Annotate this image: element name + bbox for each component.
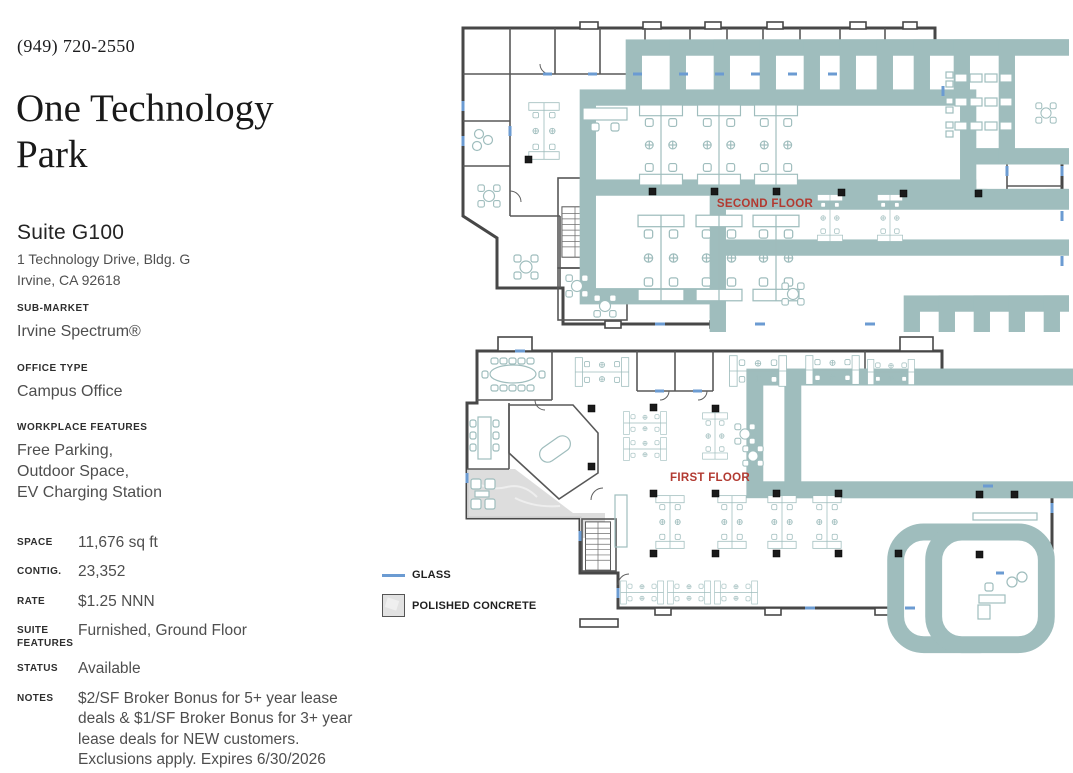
attribute-submarket: [17, 303, 347, 342]
glass-swatch-icon: [382, 574, 405, 577]
second-floor-plan: [455, 6, 1069, 332]
attribute-label: OFFICE TYPE: [17, 363, 89, 374]
attribute-value: Campus Office: [17, 383, 123, 400]
legend-concrete-label: POLISHED CONCRETE: [412, 599, 537, 612]
property-address: [17, 249, 190, 291]
spec-label-rate: RATE: [17, 595, 46, 607]
spec-label-contig: CONTIG.: [17, 566, 62, 578]
attribute-label: SUB-MARKET: [17, 303, 90, 314]
phone-number: (949) 720-2550: [17, 36, 136, 56]
suite-name: Suite G100: [17, 221, 125, 244]
spec-value-notes: $2/SF Broker Bonus for 5+ year lease deals & $1/SF Broker Bonus for 3+ year lease deals for NEW customers. Exclusions apply. Expires 6/30/2026: [78, 689, 353, 769]
spec-value-suite-features: Furnished, Ground Floor: [78, 622, 247, 640]
legend-glass-label: GLASS: [412, 569, 451, 581]
spec-label-notes: NOTES: [17, 692, 54, 704]
spec-table: [17, 533, 355, 771]
attribute-value: Irvine Spectrum®: [17, 323, 141, 340]
polished-concrete-swatch-icon: [382, 594, 405, 617]
first-floor-plan: [455, 333, 1073, 671]
property-title: One Technology Park: [16, 87, 274, 177]
attribute-value: Free Parking, Outdoor Space, EV Charging Station: [17, 442, 162, 502]
stairs-bottom-left: [586, 522, 611, 570]
address-line-2: Irvine, CA 92618: [17, 272, 121, 288]
spec-value-status: Available: [78, 660, 141, 678]
spec-label-space: SPACE: [17, 537, 53, 548]
second-floor-label: SECOND FLOOR: [716, 198, 814, 210]
attribute-office-type: [17, 363, 347, 402]
spec-label-status: STATUS: [17, 663, 58, 675]
address-line-1: 1 Technology Drive, Bldg. G: [17, 251, 191, 267]
first-floor-label: FIRST FLOOR: [670, 472, 750, 484]
spec-value-contig: 23,352: [78, 563, 126, 581]
attribute-label: WORKPLACE FEATURES: [17, 422, 148, 433]
spec-value-space: 11,676 sq ft: [78, 534, 158, 551]
spec-label-suite-features: SUITE FEATURES: [17, 625, 74, 649]
attribute-workplace-features: [17, 422, 347, 503]
spec-value-rate: $1.25 NNN: [78, 592, 155, 610]
